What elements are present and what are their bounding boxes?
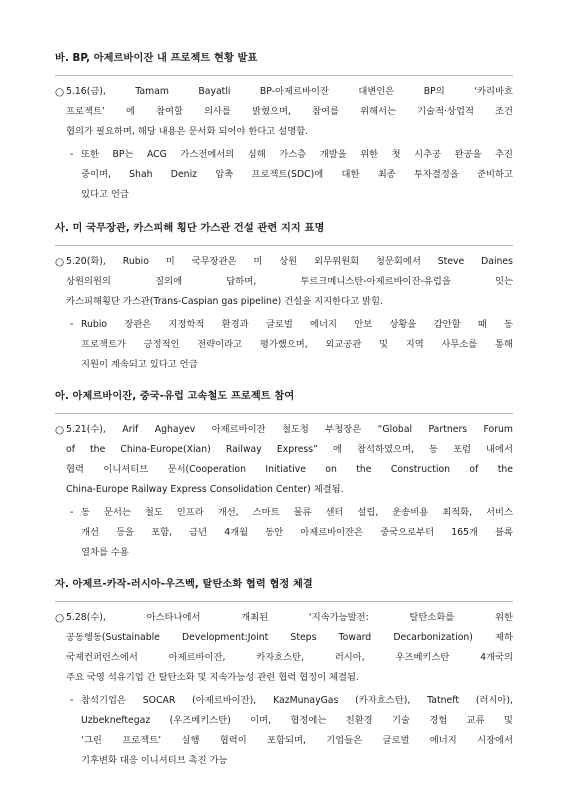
text-line: 국제컨퍼런스에서 아제르바이잔, 카자흐스탄, 러시아, 우즈베키스탄 4개국의	[66, 652, 513, 663]
divider	[55, 245, 513, 246]
sub-paragraph	[81, 315, 513, 375]
section-heading: 아. 아제르바이잔, 중국-유럽 고속철도 프로젝트 참여	[55, 391, 295, 402]
sub-paragraph	[81, 691, 513, 771]
circle-bullet-icon: ○	[55, 612, 65, 624]
dash-bullet-icon: -	[70, 507, 74, 518]
section-ba	[55, 52, 513, 205]
sub-item	[55, 503, 513, 563]
text-line: 상원의원의 질의에 답하며, 투르크메니스탄-아제르바이잔-유럽을 잇는	[66, 276, 513, 287]
section-a	[55, 390, 513, 563]
dash-bullet-icon: -	[70, 149, 74, 160]
dash-bullet-icon: -	[70, 695, 74, 706]
text-line: 협력 이니셔티브 문서(Cooperation Initiative on the Construction of the	[66, 464, 513, 475]
text-line: 5.21(수), Arif Aghayev 아제르바이잔 철도청 부청장은 “Global Partners Forum	[66, 424, 513, 435]
text-line: 또한 BP는 ACG 가스전에서의 심해 가스층 개발을 위한 첫 시추공 완공을 추진	[81, 149, 513, 160]
text-line: Uzbekneftegaz (우즈베키스탄) 이며, 협정에는 친환경 기술 경험 교류 및	[81, 715, 513, 726]
text-line: 개선 등을 포함, 금년 4개월 동안 아제르바이잔은 중국으로부터 165개 블록	[81, 527, 513, 538]
section-heading: 사. 미 국무장관, 카스피해 횡단 가스관 건설 관련 지지 표명	[55, 223, 325, 234]
text-line: 열차를 수용	[81, 547, 129, 558]
divider	[55, 601, 513, 602]
text-line: 동 문서는 철도 인프라 개선, 스마트 물류 센터 설립, 운송비용 최적화, 서비스	[81, 507, 513, 518]
bullet-paragraph	[66, 608, 513, 688]
section-heading: 바. BP, 아제르바이잔 내 프로젝트 현황 발표	[55, 53, 258, 64]
sub-item	[55, 145, 513, 205]
text-line: 기후변화 대응 이니셔티브 촉진 가능	[81, 755, 228, 766]
section-ja	[55, 578, 513, 771]
text-line: 지원이 계속되고 있다고 언급	[81, 359, 198, 370]
bullet-item	[55, 252, 513, 312]
text-line: 있다고 언급	[81, 189, 129, 200]
text-line: of the China-Europe(Xian) Railway Express” 에 참석하였으며, 동 포럼 내에서	[66, 444, 513, 455]
text-line: 중이며, Shah Deniz 압축 프로젝트(SDC)에 대한 최종 투자결정을 준비하고	[81, 169, 513, 180]
text-line: 5.28(수), 아스타나에서 개최된 ‘지속가능발전: 탈탄소화를 위한	[66, 612, 513, 623]
sub-paragraph	[81, 503, 513, 563]
circle-bullet-icon: ○	[55, 86, 65, 98]
text-line: China-Europe Railway Express Consolidation Center) 체결됨.	[66, 484, 344, 495]
text-line: 프로젝트’ 에 참여할 의사를 밝혔으며, 참여를 위해서는 기술적·상업적 조건	[66, 106, 513, 117]
divider	[55, 413, 513, 414]
dash-bullet-icon: -	[70, 319, 74, 330]
sub-item	[55, 315, 513, 375]
bullet-paragraph	[66, 252, 513, 312]
bullet-item	[55, 608, 513, 688]
circle-bullet-icon: ○	[55, 424, 65, 436]
section-sa	[55, 222, 513, 375]
text-line: ‘그린 프로젝트’ 실행 협력이 포함되며, 기업들은 글로벌 에너지 시장에서	[81, 735, 513, 746]
text-line: 협의가 필요하며, 해당 내용은 문서화 되어야 한다고 설명함.	[66, 126, 309, 137]
sub-item	[55, 691, 513, 771]
section-heading: 자. 아제르-카작-러시아-우즈벡, 탈탄소화 협력 협정 체결	[55, 579, 313, 590]
text-line: 카스피해횡단 가스관(Trans-Caspian gas pipeline) 건설을 지지한다고 밝힘.	[66, 296, 383, 307]
bullet-paragraph	[66, 420, 513, 500]
sub-paragraph	[81, 145, 513, 205]
text-line: 5.20(화), Rubio 미 국무장관은 미 상원 외무위원회 청문회에서 Steve Daines	[66, 256, 513, 267]
bullet-item	[55, 420, 513, 500]
text-line: 참석기업은 SOCAR (아제르바이잔), KazMunayGas (카자흐스탄), Tatneft (러시아),	[81, 695, 513, 706]
text-line: 프로젝트가 긍정적인 전략이라고 평가했으며, 외교공관 및 지역 사무소를 통해	[81, 339, 513, 350]
text-line: 공동행동(Sustainable Development:Joint Steps Toward Decarbonization) 제하	[66, 632, 513, 643]
divider	[55, 75, 513, 76]
text-line: 5.16(금), Tamam Bayatli BP-아제르바이잔 대변인은 BP의 ‘카리바흐	[66, 86, 513, 97]
circle-bullet-icon: ○	[55, 256, 65, 268]
text-line: 주요 국영 석유기업 간 탈탄소화 및 지속가능성 관련 협력 협정이 체결됨.	[66, 672, 359, 683]
bullet-paragraph	[66, 82, 513, 142]
bullet-item	[55, 82, 513, 142]
text-line: Rubio 장관은 지정학적 환경과 글로벌 에너지 안보 상황을 감안할 때 동	[81, 319, 513, 330]
